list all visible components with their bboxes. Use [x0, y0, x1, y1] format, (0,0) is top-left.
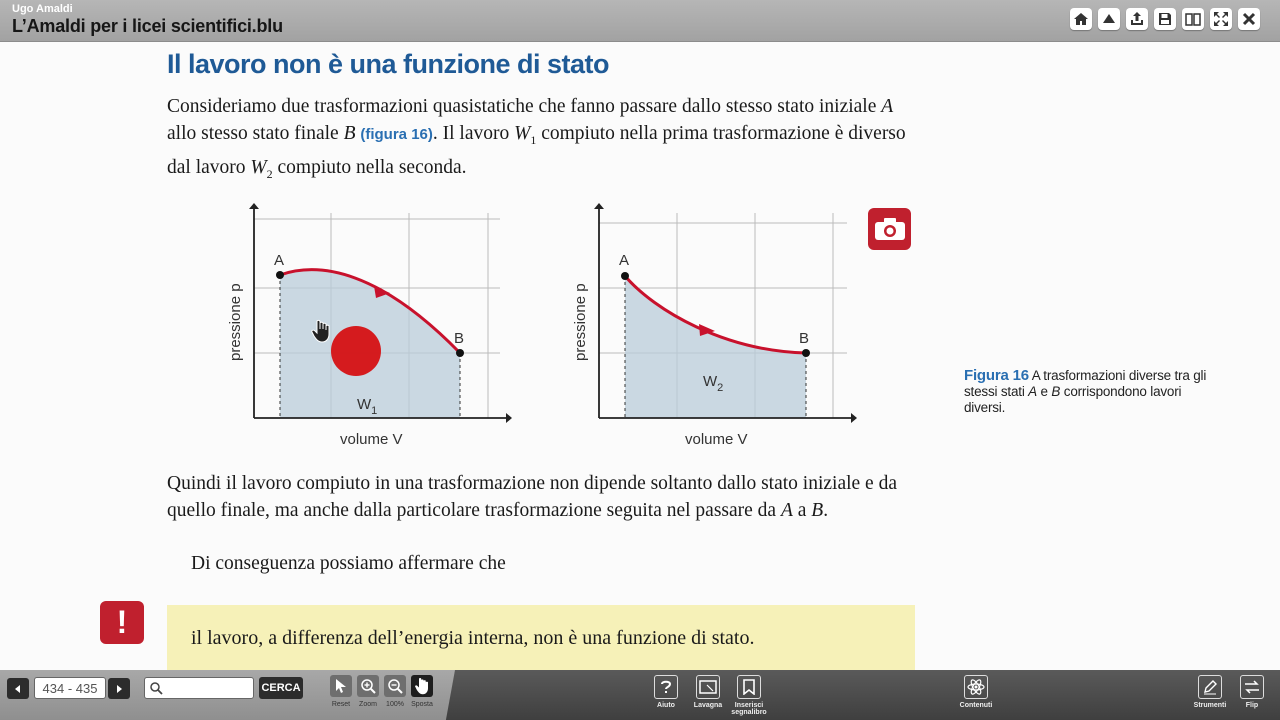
area-subscript: 2 — [717, 382, 724, 394]
text-run: corrispondono lavori diversi. — [964, 384, 1182, 415]
x-axis-arrow — [506, 413, 512, 423]
x-axis-label: volume V — [340, 431, 403, 448]
state-b: B — [811, 500, 824, 521]
save-button[interactable] — [1154, 8, 1176, 30]
next-page-button[interactable] — [108, 678, 130, 699]
area-subscript: 1 — [371, 405, 378, 417]
zoom-100-tool[interactable] — [384, 675, 406, 697]
tool-label: Sposta — [411, 701, 433, 708]
label-b: B — [454, 330, 465, 347]
hand-cursor-icon — [311, 319, 331, 343]
help-button[interactable] — [654, 675, 678, 699]
alert-icon: ! — [100, 601, 144, 644]
page-number-input[interactable]: 434 - 435 — [34, 677, 106, 699]
label-a: A — [274, 252, 285, 269]
label-b: B — [799, 330, 810, 347]
work-symbol: W — [250, 156, 267, 178]
zoom-in-icon — [360, 678, 376, 694]
state-a: A — [780, 500, 793, 521]
state-b: B — [1051, 384, 1061, 399]
book-button[interactable] — [1182, 8, 1204, 30]
fullscreen-button[interactable] — [1210, 8, 1232, 30]
section-heading: Il lavoro non è una funzione di stato — [167, 49, 610, 79]
tool-label: Zoom — [359, 701, 377, 708]
prev-page-button[interactable] — [7, 678, 29, 699]
tools-button[interactable] — [1198, 675, 1222, 699]
text-run: compiuto nella seconda. — [272, 156, 467, 178]
export-button[interactable] — [1126, 8, 1148, 30]
close-icon — [1241, 11, 1257, 27]
top-toolbar — [1070, 8, 1260, 30]
x-axis-arrow — [851, 413, 857, 423]
text-run: A trasformazioni diverse tra gli stessi stati — [964, 368, 1207, 399]
close-button[interactable] — [1238, 8, 1260, 30]
export-icon — [1129, 11, 1145, 27]
work-area-2 — [625, 276, 806, 418]
bookmark-label: Inserisci segnalibro — [731, 702, 767, 716]
tool-label: 100% — [386, 701, 404, 708]
point-b — [802, 349, 810, 357]
figure-link[interactable]: (figura 16) — [360, 126, 433, 143]
home-icon — [1073, 11, 1089, 27]
text-run: Consideriamo due trasformazioni quasistatiche che fanno passare dallo stesso stato iniziale — [167, 96, 882, 117]
y-axis-arrow — [249, 203, 259, 209]
arrow-pointer-icon — [334, 678, 348, 694]
state-b: B — [343, 123, 356, 144]
area-symbol: W — [357, 396, 372, 413]
flip-icon — [1243, 679, 1261, 695]
bookmark-button[interactable] — [737, 675, 761, 699]
contents-button[interactable] — [964, 675, 988, 699]
text-run: Quindi il lavoro compiuto in una trasformazione non dipende soltanto dallo stato iniziale e da quello finale, ma anche dalla particolare trasformazione seguita nel passare da — [167, 473, 897, 521]
whiteboard-label: Lavagna — [693, 702, 723, 709]
point-a — [621, 272, 629, 280]
text-run: allo stesso stato finale — [167, 123, 344, 144]
work-symbol: W — [514, 123, 531, 144]
book-title: L’Amaldi per i licei scientifici.blu — [12, 16, 283, 36]
paragraph-2 — [167, 470, 915, 524]
key-statement: il lavoro, a differenza dell’energia interna, non è una funzione di stato. — [191, 627, 755, 649]
author-name: Ugo Amaldi — [12, 3, 73, 15]
state-a: A — [1028, 384, 1037, 399]
save-icon — [1157, 11, 1173, 27]
paragraph-3: Di conseguenza possiamo affermare che — [191, 553, 506, 574]
y-axis-label: pressione p — [227, 283, 244, 361]
flip-button[interactable] — [1240, 675, 1264, 699]
state-a: A — [881, 96, 894, 117]
chevron-left-icon — [13, 684, 23, 694]
point-a — [276, 271, 284, 279]
work-subscript: 2 — [266, 166, 273, 181]
text-run: e — [1036, 384, 1052, 399]
y-axis-label: pressione p — [572, 283, 589, 361]
up-button[interactable] — [1098, 8, 1120, 30]
contents-label: Contenuti — [959, 702, 993, 709]
camera-button[interactable] — [868, 208, 911, 250]
caption-label: Figura 16 — [964, 367, 1029, 384]
camera-icon — [874, 217, 906, 241]
search-input[interactable] — [144, 677, 254, 699]
chevron-right-icon — [114, 684, 124, 694]
search-button[interactable]: CERCA — [259, 677, 303, 699]
label-a: A — [619, 252, 630, 269]
up-icon — [1101, 11, 1117, 27]
zoom-out-icon — [387, 678, 403, 694]
flip-label: Flip — [1245, 702, 1259, 709]
y-axis-arrow — [594, 203, 604, 209]
home-button[interactable] — [1070, 8, 1092, 30]
text-run: . — [823, 500, 829, 521]
reset-tool[interactable] — [330, 675, 352, 697]
text-run: a — [792, 500, 812, 521]
work-subscript: 1 — [530, 132, 537, 147]
text-run: . Il lavoro — [432, 123, 515, 144]
pv-diagram-2 — [565, 201, 865, 451]
book-icon — [1185, 11, 1201, 27]
bookmark-icon — [743, 679, 755, 695]
key-statement-box — [167, 605, 915, 670]
tool-label: Reset — [331, 701, 351, 708]
tools-label: Strumenti — [1193, 702, 1227, 709]
fullscreen-icon — [1213, 11, 1229, 27]
whiteboard-icon — [699, 680, 717, 694]
question-icon — [658, 679, 674, 695]
hand-icon — [414, 677, 430, 695]
title-bar — [0, 0, 1280, 42]
pencil-icon — [1202, 679, 1218, 695]
pointer-highlight — [331, 326, 381, 376]
zoom-tool[interactable] — [357, 675, 379, 697]
book-page — [0, 43, 1280, 670]
text-run: compiuto nella prima trasformazione è diverso dal lavoro — [167, 123, 906, 178]
pan-tool[interactable] — [411, 675, 433, 697]
pv-diagram-1 — [220, 201, 520, 451]
paragraph-1 — [167, 93, 915, 188]
point-b — [456, 349, 464, 357]
figure-caption — [964, 368, 1214, 416]
bottom-toolbar — [0, 670, 1280, 720]
atom-icon — [967, 678, 985, 696]
whiteboard-button[interactable] — [696, 675, 720, 699]
area-symbol: W — [703, 373, 718, 390]
x-axis-label: volume V — [685, 431, 748, 448]
help-label: Aiuto — [657, 702, 675, 709]
search-icon — [150, 682, 163, 695]
